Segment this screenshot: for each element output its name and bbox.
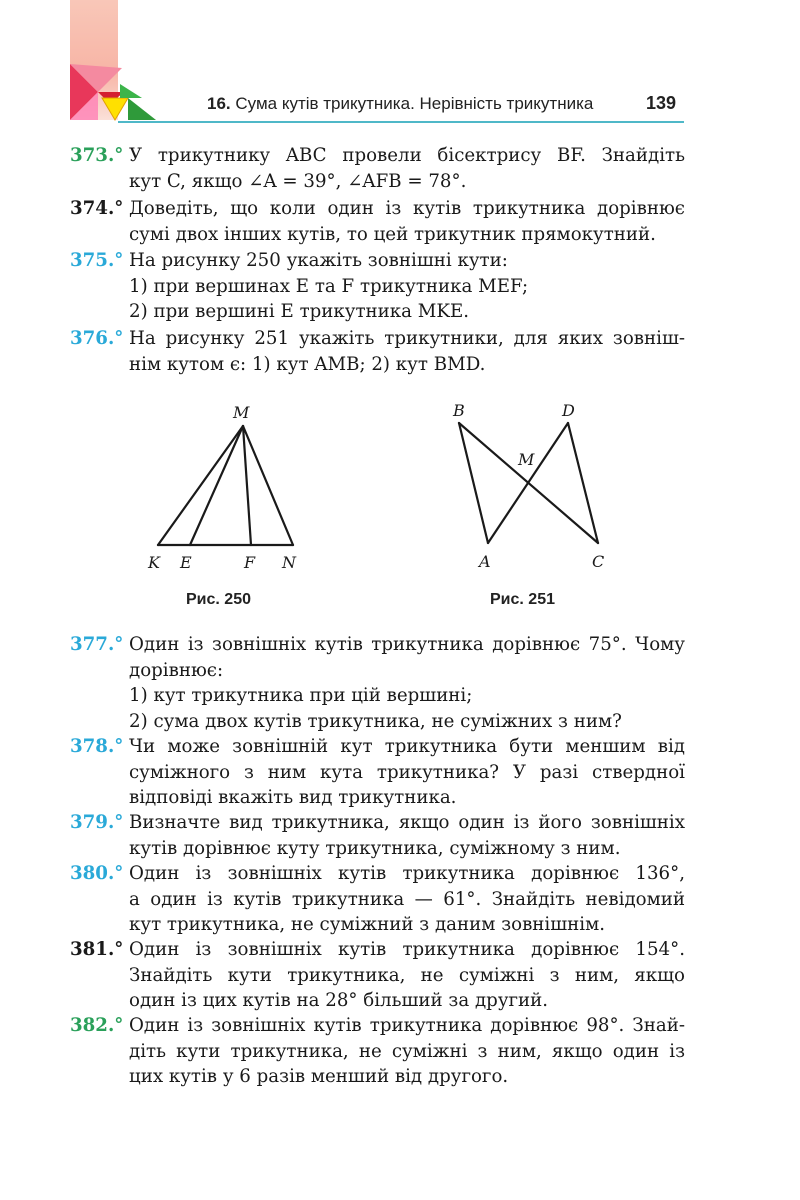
- exercise-375: [70, 248, 685, 325]
- figure-250-caption: Рис. 250: [186, 591, 251, 608]
- exercise-line: 2) при вершині E трикутника MKE.: [129, 301, 470, 322]
- point-label-K: K: [148, 553, 160, 572]
- page-header-title: [207, 94, 593, 114]
- exercise-line: Один із зовнішніх кутів трикутника дорівнює 98°. Знай-: [129, 1015, 685, 1036]
- point-label-M: M: [518, 450, 535, 469]
- exercise-line: суміжного з ним кута трикутника? У разі ствердної: [129, 761, 685, 783]
- figure-251: [440, 398, 620, 578]
- exercise-376: [70, 326, 685, 377]
- exercise-number: 379.°: [70, 812, 124, 833]
- exercise-line: цих кутів у 6 разів менший від другого.: [129, 1066, 509, 1087]
- tangram-logo-icon: [62, 60, 172, 138]
- exercise-line: кут трикутника, не суміжний з даним зовнішнім.: [129, 914, 606, 935]
- exercise-378: [70, 734, 685, 811]
- point-label-M: M: [233, 403, 250, 422]
- exercise-line: кут C, якщо ∠A = 39°, ∠AFB = 78°.: [129, 170, 467, 192]
- line-BA: [459, 423, 488, 543]
- exercise-line: діть кути трикутника, не суміжні з ним, якщо один із: [129, 1040, 685, 1062]
- exercise-line: Знайдіть кути трикутника, не суміжні з ним, якщо: [129, 964, 685, 986]
- line-AD: [488, 423, 568, 543]
- exercise-line: Один із зовнішніх кутів трикутника дорівнює 75°. Чому: [129, 634, 685, 655]
- point-label-N: N: [282, 553, 296, 572]
- exercise-line: Визначте вид трикутника, якщо один із його зовнішніх: [129, 812, 685, 833]
- line-DC: [568, 423, 598, 543]
- exercise-373: [70, 143, 685, 194]
- chapter-number: 16.: [207, 94, 231, 113]
- point-label-A: A: [479, 552, 491, 571]
- exercise-374: [70, 196, 685, 247]
- point-label-E: E: [180, 553, 192, 572]
- exercise-line: На рисунку 250 укажіть зовнішні кути:: [129, 250, 508, 271]
- exercise-line: відповіді вкажіть вид трикутника.: [129, 787, 457, 808]
- chapter-title: Сума кутів трикутника. Нерівність трикутника: [235, 94, 594, 113]
- exercise-number: 378.°: [70, 736, 124, 757]
- page-number: 139: [646, 93, 677, 113]
- figure-250: [140, 400, 320, 580]
- point-label-B: B: [453, 401, 465, 420]
- exercise-line: сумі двох інших кутів, то цей трикутник прямокутний.: [129, 223, 656, 245]
- header-rule: [118, 121, 684, 123]
- exercise-line: один із цих кутів на 28° більший за другий.: [129, 990, 549, 1011]
- exercise-line: кутів дорівнює куту трикутника, суміжному з ним.: [129, 837, 621, 859]
- exercise-line: Один із зовнішніх кутів трикутника дорівнює 136°,: [129, 863, 685, 884]
- exercise-number: 376.°: [70, 328, 124, 349]
- exercise-number: 382.°: [70, 1015, 124, 1036]
- point-label-C: C: [592, 552, 605, 571]
- exercise-line: а один із кутів трикутника — 61°. Знайдіть невідомий: [129, 888, 685, 910]
- exercise-number: 373.°: [70, 145, 124, 166]
- exercise-line: На рисунку 251 укажіть трикутники, для яких зовніш-: [129, 328, 685, 349]
- exercise-line: нім кутом є: 1) кут AMB; 2) кут BMD.: [129, 353, 486, 375]
- line-ME: [190, 426, 243, 545]
- exercise-line: 1) кут трикутника при цій вершині;: [129, 685, 473, 706]
- exercise-line: 2) сума двох кутів трикутника, не суміжних з ним?: [129, 710, 622, 732]
- exercise-377: [70, 632, 685, 734]
- exercise-380: [70, 861, 685, 938]
- exercise-382: [70, 1013, 685, 1090]
- exercise-number: 377.°: [70, 634, 124, 655]
- exercise-number: 375.°: [70, 250, 124, 271]
- point-label-D: D: [562, 401, 575, 420]
- exercise-line: Чи може зовнішній кут трикутника бути меншим від: [129, 736, 685, 757]
- exercise-number: 380.°: [70, 863, 124, 884]
- exercise-379: [70, 810, 685, 861]
- point-label-F: F: [244, 553, 256, 572]
- exercise-line: дорівнює:: [129, 659, 224, 681]
- exercise-line: У трикутнику ABC провели бісектрису BF. Знайдіть: [129, 145, 685, 166]
- exercise-number: 374.°: [70, 198, 124, 219]
- exercise-381: [70, 937, 685, 1014]
- exercise-line: Один із зовнішніх кутів трикутника дорівнює 154°.: [129, 939, 685, 960]
- figure-251-caption: Рис. 251: [490, 591, 555, 608]
- exercise-line: Доведіть, що коли один із кутів трикутника дорівнює: [129, 198, 685, 219]
- exercise-line: 1) при вершинах E та F трикутника MEF;: [129, 275, 529, 297]
- line-MK: [158, 426, 243, 545]
- exercise-number: 381.°: [70, 939, 124, 960]
